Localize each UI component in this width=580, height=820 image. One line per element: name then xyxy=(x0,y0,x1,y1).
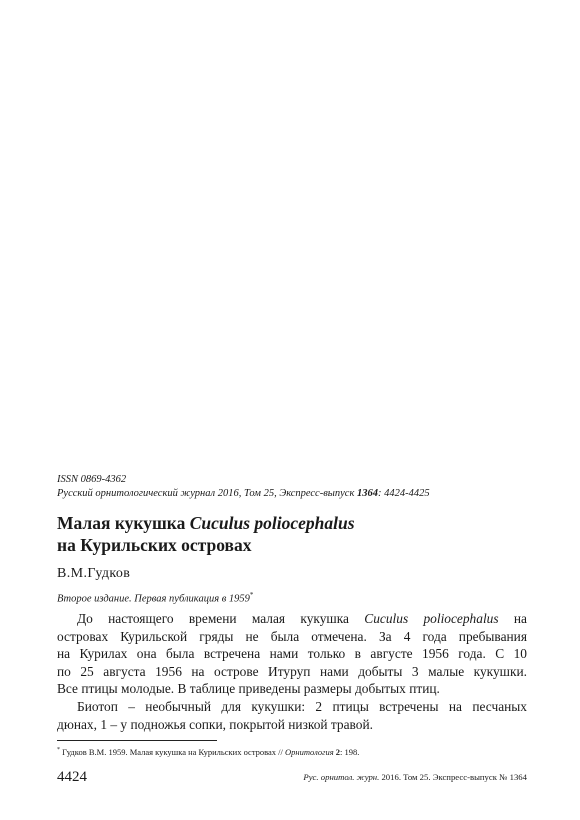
body-line: по 25 августа 1956 на острове Итуруп нами добыты 3 малые кукушки. xyxy=(57,663,527,679)
article-title xyxy=(57,512,527,556)
body-line: дюнах, 1 – у подножья сопки, покрытой низкой травой. xyxy=(57,716,373,732)
author-name: В.М.Гудков xyxy=(57,566,131,581)
body-line: островах Курильской гряды не была отмечена. За 4 года пребывания xyxy=(57,628,527,644)
title-line-1 xyxy=(57,512,527,534)
journal-abbreviation: Рус. орнитол. журн. xyxy=(303,772,380,782)
journal-header xyxy=(57,473,527,501)
footnote-journal: Орнитология xyxy=(285,746,334,757)
title-line-2: на Курильских островах xyxy=(57,535,252,555)
footnote-text: : 198. xyxy=(340,746,360,757)
footer-details: 2016. Том 25. Экспресс-выпуск № 1364 xyxy=(379,772,527,782)
page-number: 4424 xyxy=(57,769,87,785)
edition-marker: * xyxy=(249,591,254,599)
article-body xyxy=(57,610,527,733)
body-text: на xyxy=(498,611,527,626)
edition-text: Второе издание. Первая публикация в 1959 xyxy=(57,593,250,605)
issn: ISSN 0869-4362 xyxy=(57,474,127,485)
page-range: : 4424-4425 xyxy=(378,488,430,499)
journal-citation xyxy=(57,487,527,501)
footnote-volume: 2 xyxy=(333,746,341,757)
footnote-text: Гудков В.М. 1959. Малая кукушка на Курильских островах // xyxy=(60,746,286,757)
edition-note xyxy=(57,588,253,607)
journal-prefix: Русский орнитологический журнал 2016, Том 25, Экспресс-выпуск xyxy=(57,488,357,499)
issue-number: 1364 xyxy=(357,488,378,499)
footnote-divider xyxy=(57,740,217,741)
footnote xyxy=(57,745,527,758)
body-line: на Курилах она была встречена нами только в августе 1956 года. С 10 xyxy=(57,646,527,662)
running-footer xyxy=(288,772,527,783)
body-text: До настоящего времени малая кукушка xyxy=(77,611,365,626)
body-line xyxy=(57,610,527,628)
title-russian: Малая кукушка xyxy=(57,513,190,533)
body-line: Все птицы молодые. В таблице приведены размеры добытых птиц. xyxy=(57,681,440,697)
footnote-marker: * xyxy=(57,747,60,753)
species-latin: Cuculus poliocephalus xyxy=(364,611,499,626)
title-latin: Cuculus poliocephalus xyxy=(189,513,355,533)
body-line: Биотоп – необычный для кукушки: 2 птицы встречены на песчаных xyxy=(77,698,527,714)
